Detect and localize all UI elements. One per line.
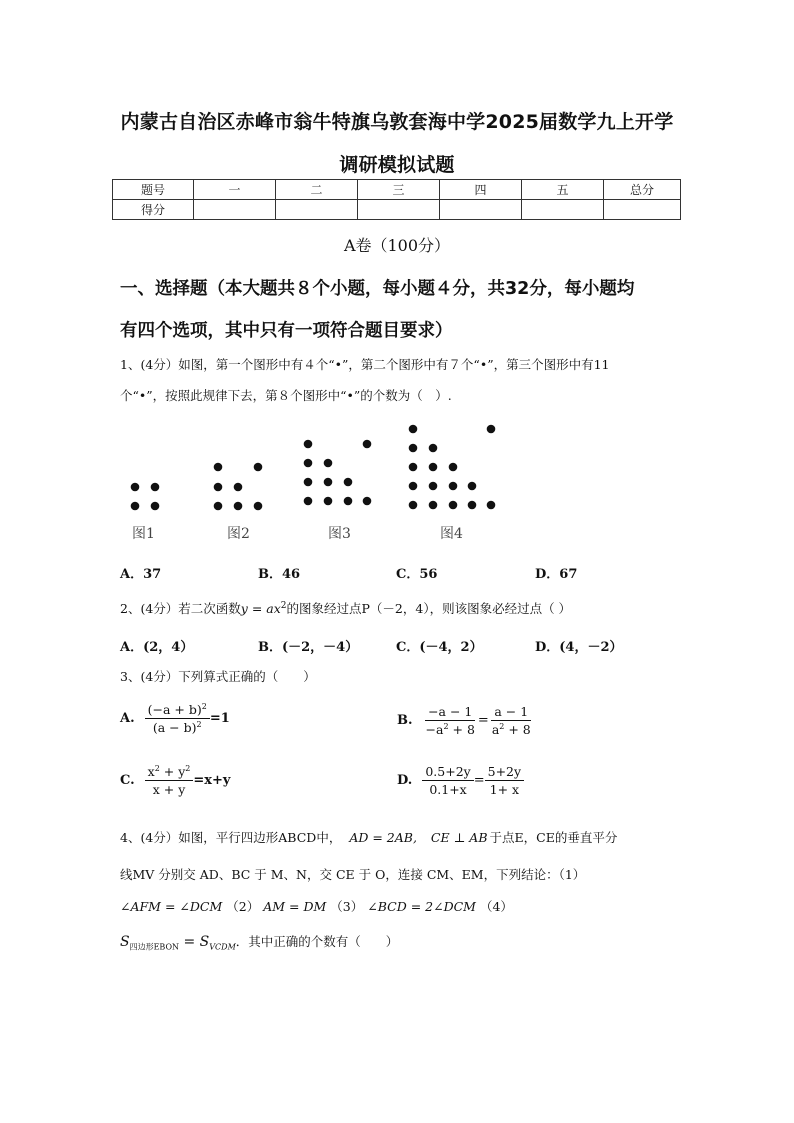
q2-stem-suffix: 的图象经过点P（－2，4），则该图象必经过点（ ） <box>286 601 572 616</box>
fraction <box>422 764 473 797</box>
exponent: 2 <box>499 722 505 731</box>
equals-sign: = <box>477 713 489 729</box>
q4-text: （4） <box>479 899 513 914</box>
section1-heading-line1: 一、选择题（本大题共８个小题，每小题４分，共32分，每小题均 <box>120 279 635 299</box>
q3-stem: 3、(4分）下列算式正确的（ ） <box>120 669 316 684</box>
figure-dot <box>449 463 458 472</box>
figure-dot <box>344 478 353 487</box>
q4-text: （2） <box>226 899 260 914</box>
figure-dot <box>449 482 458 491</box>
q4-math: ∠BCD = 2∠DCM <box>367 899 476 914</box>
equals-sign: = <box>473 773 485 788</box>
figure-dot <box>254 463 263 472</box>
volume-heading: A卷（100分） <box>343 236 451 255</box>
denominator: a <box>491 722 500 738</box>
q4-math: AD = 2AB, <box>349 830 417 845</box>
denominator-tail: + 8 <box>504 722 531 738</box>
fraction <box>489 704 534 737</box>
score-header-cell: 题号 <box>113 180 194 200</box>
q1-option-c[interactable]: C．56 <box>396 567 438 582</box>
numerator: x <box>147 764 155 780</box>
fraction <box>423 704 478 737</box>
score-header-cell: 三 <box>358 180 440 200</box>
numerator-mid: + y <box>159 764 186 780</box>
q4-math: CE ⊥ AB <box>430 830 488 845</box>
q1-stem-line2: 个“•”，按照此规律下去，第８个图形中“•”的个数为（ ）. <box>120 388 452 403</box>
q3-option-b[interactable] <box>397 704 534 737</box>
q3-option-a[interactable] <box>120 702 230 735</box>
section1-heading-line2: 有四个选项，其中只有一项符合题目要求） <box>120 321 453 341</box>
figure-label: 图1 <box>132 526 155 542</box>
q2-option-c[interactable]: C．(－4，2） <box>396 640 483 655</box>
figure-dot <box>449 501 458 510</box>
score-row-label: 得分 <box>113 200 194 220</box>
exponent: 2 <box>196 720 202 730</box>
q4-stem-line4 <box>120 932 398 953</box>
q4-stem-line1 <box>120 828 617 846</box>
figure-dot <box>234 483 243 492</box>
denominator: 0.1+x <box>429 782 467 797</box>
figure-dot <box>324 478 333 487</box>
fraction <box>485 764 524 797</box>
figure-dot <box>409 463 418 472</box>
denominator: −a <box>425 722 444 738</box>
figure-dot <box>214 463 223 472</box>
figure-dot <box>151 483 160 492</box>
exam-title-line2: 调研模拟试题 <box>339 154 455 176</box>
denominator-tail: + 8 <box>448 722 475 738</box>
q4-text: 于点E，CE的垂直平分 <box>489 830 618 845</box>
q2-stem-prefix: 2、(4分）若二次函数 <box>120 601 241 616</box>
q1-option-b[interactable]: B．46 <box>258 567 301 582</box>
figure-dot <box>324 459 333 468</box>
q3-option-c-label: C. <box>120 773 135 789</box>
figure-dot <box>304 459 313 468</box>
figure-dot <box>214 502 223 511</box>
q1-option-d[interactable]: D．67 <box>535 567 578 582</box>
score-header-cell: 一 <box>194 180 276 200</box>
figure-dot <box>254 502 263 511</box>
fraction <box>145 702 210 735</box>
figure-dot <box>409 444 418 453</box>
q3-option-a-rhs: =1 <box>209 711 230 727</box>
q3-option-c[interactable] <box>120 764 230 797</box>
figure-dot <box>429 501 438 510</box>
q1-option-a[interactable]: A．37 <box>120 567 162 582</box>
q2-option-d[interactable]: D．(4，－2） <box>535 640 623 655</box>
q2-option-b[interactable]: B．(－2，－4） <box>258 640 359 655</box>
q4-math: ∠AFM = ∠DCM <box>120 899 223 914</box>
denominator: (a − b) <box>152 720 197 736</box>
numerator: −a − 1 <box>425 704 475 721</box>
q4-stem-line2: 线MV 分别交 AD、BC 于 M、N，交 CE 于 O，连接 CM、EM，下列结论：（1） <box>120 867 586 882</box>
denominator: x + y <box>152 782 186 798</box>
numerator: (−a + b) <box>147 702 202 718</box>
figure-dot <box>468 482 477 491</box>
figure-dot <box>429 482 438 491</box>
figure-dot <box>214 483 223 492</box>
exponent: 2 <box>201 702 207 711</box>
figure-label: 图3 <box>328 526 351 542</box>
q2-formula-exponent: 2 <box>280 600 287 611</box>
q4-text: 4、(4分）如图，平行四边形ABCD中， <box>120 830 342 845</box>
figure-dot <box>131 502 140 511</box>
denominator: 1+ x <box>489 782 520 797</box>
figure-dot <box>429 463 438 472</box>
q4-math: AM = DM <box>263 899 327 914</box>
fraction <box>145 764 194 797</box>
figure-label: 图4 <box>440 526 463 542</box>
q2-option-a[interactable]: A．(2，4） <box>120 640 194 655</box>
q1-stem-line1: 1、(4分）如图，第一个图形中有４个“•”，第二个图形中有７个“•”，第三个图形中有11 <box>120 357 610 372</box>
q4-stem-line3 <box>120 897 517 915</box>
q4-math: = S <box>179 934 210 950</box>
figure-dot <box>304 440 313 449</box>
score-header-cell: 二 <box>276 180 358 200</box>
q4-text: （3） <box>330 899 364 914</box>
exponent: 2 <box>185 764 191 773</box>
score-header-cell: 五 <box>522 180 604 200</box>
figure-dot <box>304 497 313 506</box>
score-header-cell: 总分 <box>604 180 681 200</box>
figure-dot <box>344 497 353 506</box>
exam-title-line1: 内蒙古自治区赤峰市翁牛特旗乌敦套海中学2025届数学九上开学 <box>120 111 674 133</box>
q3-option-b-label: B. <box>397 713 413 729</box>
figure-dot <box>468 501 477 510</box>
figure-dot <box>304 478 313 487</box>
figure-dot <box>363 440 372 449</box>
q4-subscript: VCDM <box>209 942 236 952</box>
figure-dot <box>409 425 418 434</box>
score-header-cell: 四 <box>440 180 522 200</box>
figure-dot <box>409 501 418 510</box>
figure-label: 图2 <box>227 526 250 542</box>
figure-dot <box>363 497 372 506</box>
q2-stem <box>120 599 571 617</box>
figure-dot <box>487 501 496 510</box>
figure-dot <box>151 502 160 511</box>
figure-dot <box>487 425 496 434</box>
exponent: 2 <box>443 722 449 731</box>
q3-option-d[interactable] <box>397 764 524 797</box>
q4-text: ．其中正确的个数有（ ） <box>235 934 399 949</box>
q2-formula: y = ax <box>240 601 281 616</box>
q4-subscript: 四边形EBON <box>129 942 180 952</box>
q4-math: S <box>120 934 130 950</box>
figure-dot <box>234 502 243 511</box>
figure-dot <box>324 497 333 506</box>
numerator: 0.5+2y <box>422 764 473 781</box>
numerator: 5+2y <box>485 764 524 781</box>
q3-option-c-rhs: =x+y <box>193 773 231 789</box>
numerator: a − 1 <box>491 704 531 721</box>
figure-dot <box>429 444 438 453</box>
q3-option-a-label: A. <box>120 711 135 727</box>
figure-dot <box>131 483 140 492</box>
q3-option-d-label: D. <box>397 773 413 788</box>
figure-dot <box>409 482 418 491</box>
exponent: 2 <box>154 764 160 773</box>
